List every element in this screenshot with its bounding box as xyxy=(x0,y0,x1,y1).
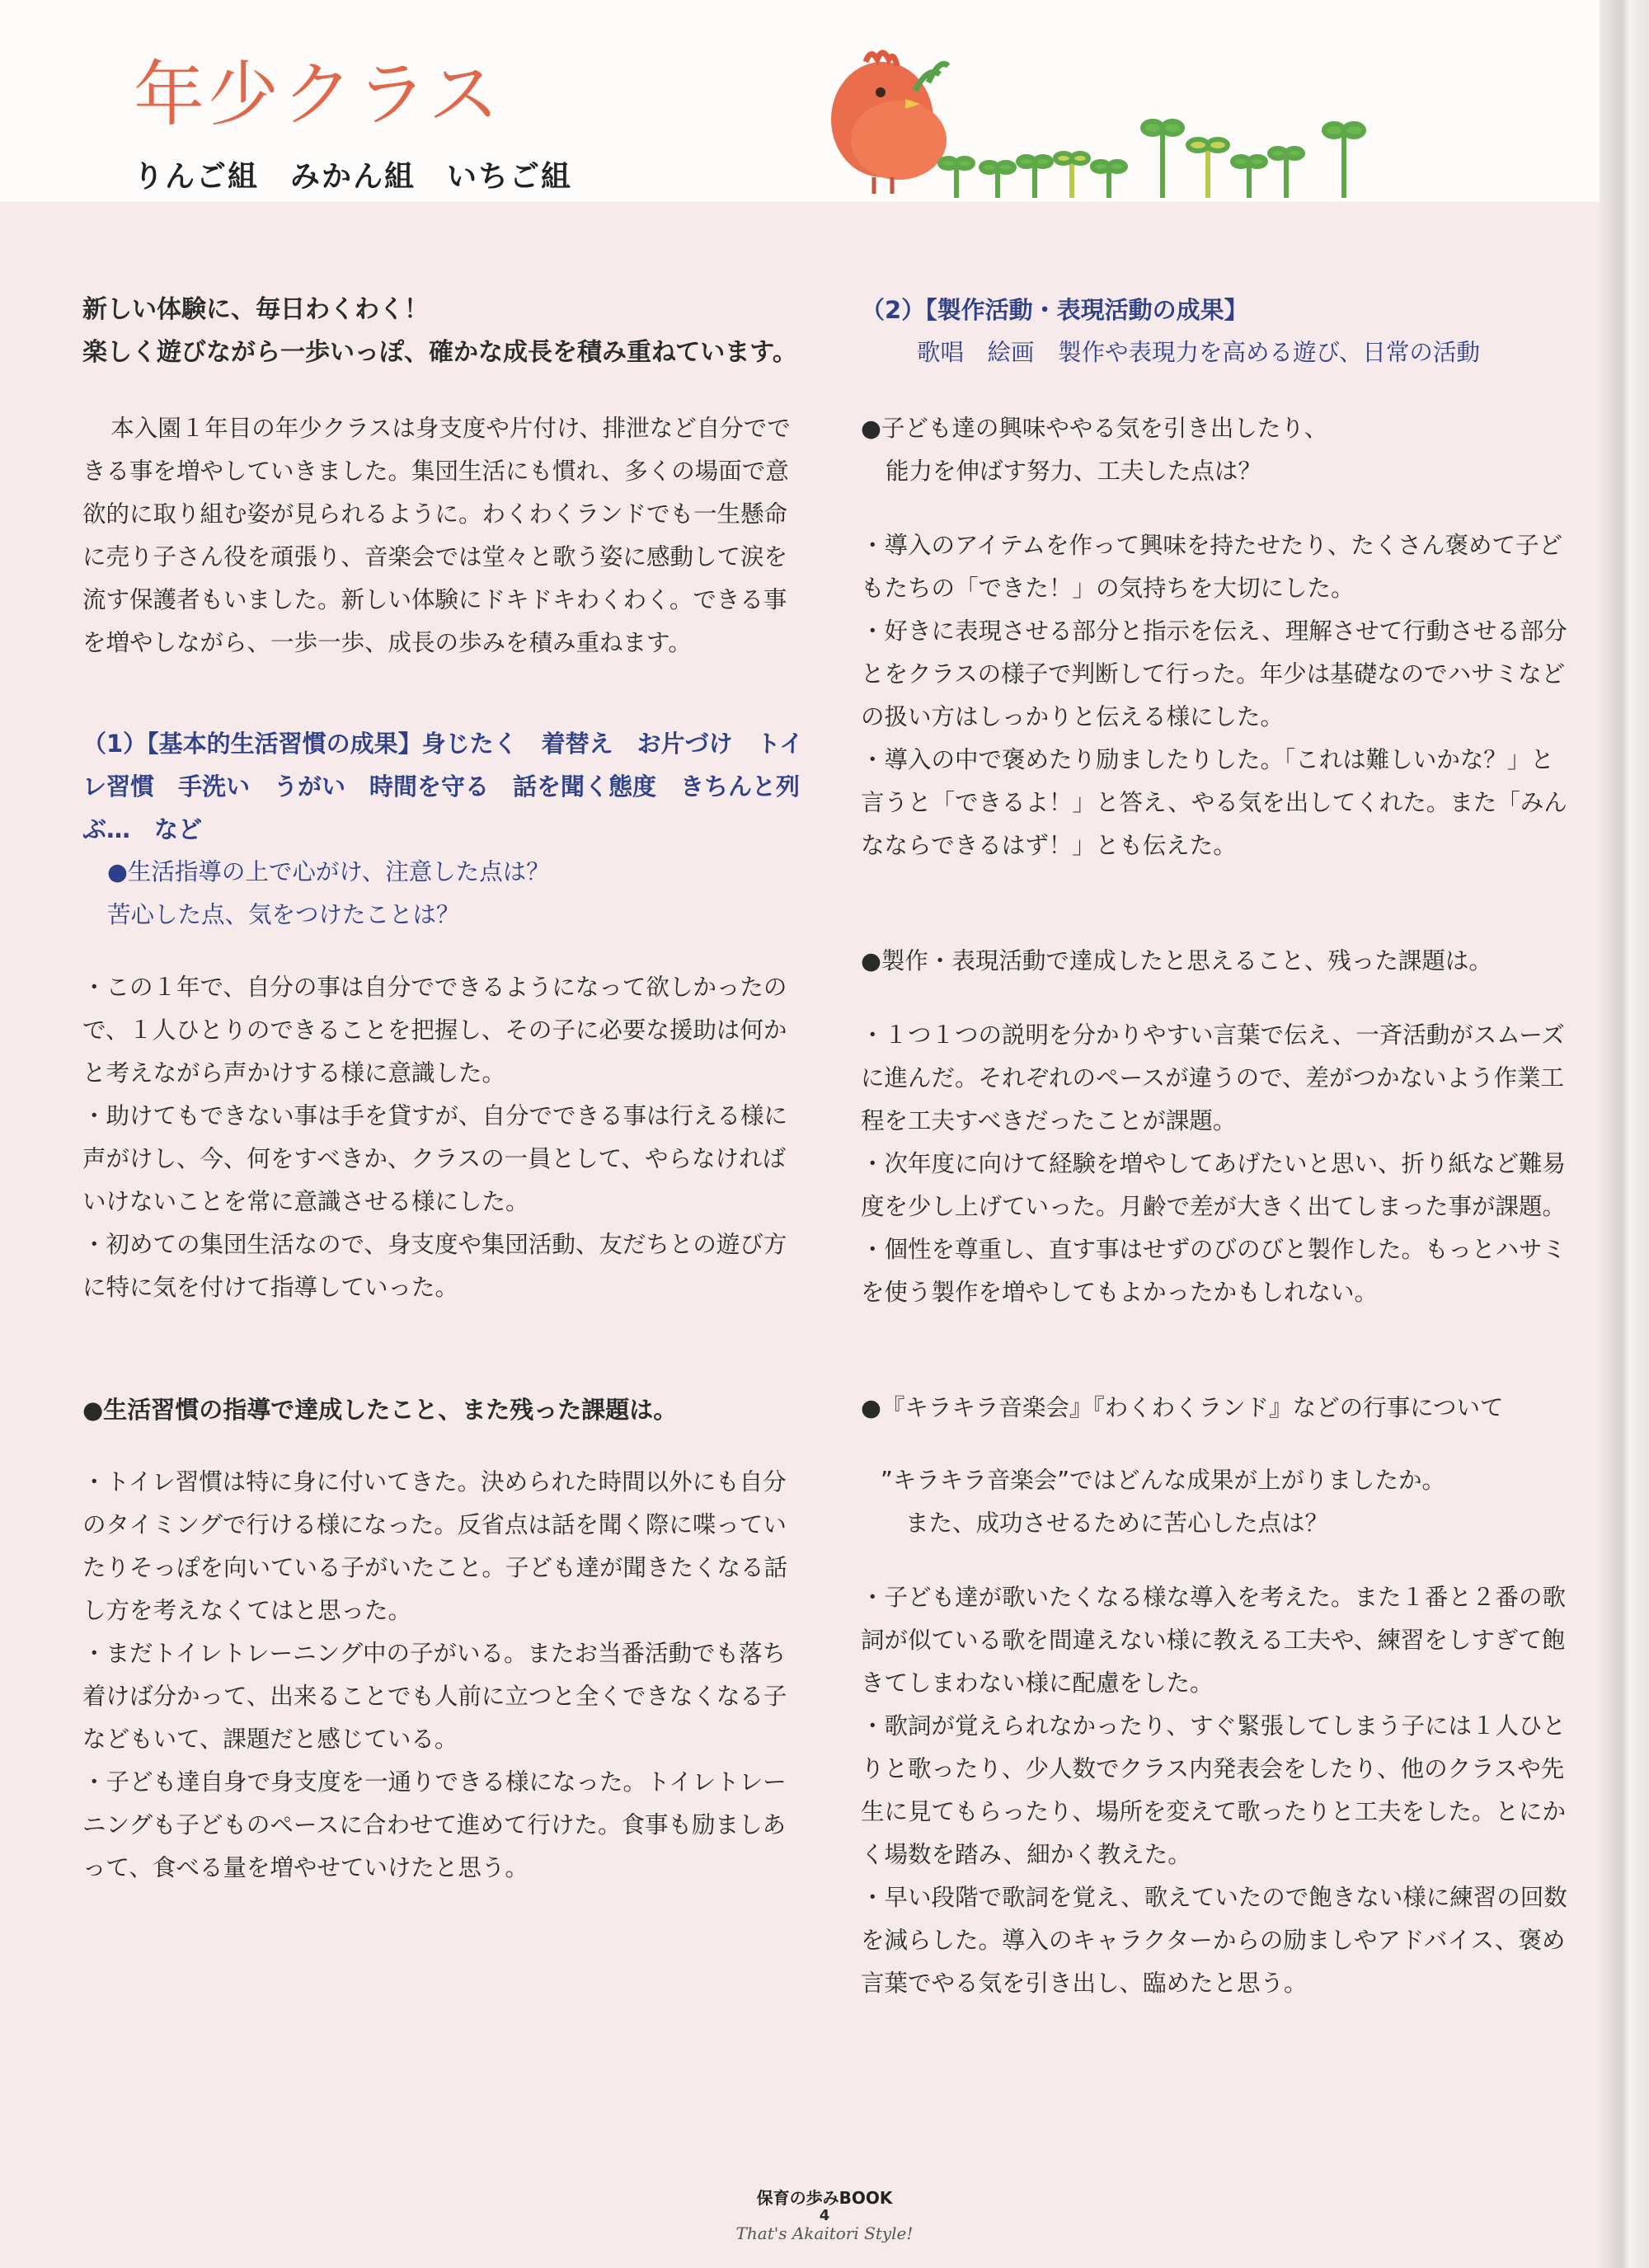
lead-line-2: 楽しく遊びながら一歩いっぽ、確かな成長を積み重ねています。 xyxy=(82,338,797,367)
page-footer xyxy=(726,2185,923,2243)
question-events: ●『キラキラ音楽会』『わくわくランド』などの行事について xyxy=(861,1394,1504,1421)
footer-tagline: That's Akaitori Style! xyxy=(735,2223,914,2243)
motivation-answer: ・導入の中で褒めたり励ましたりした。「これは難しいかな？」と言うと「できるよ！」と答え、やる気を出してくれた。また「みんなならできるはず！」とも伝えた。 xyxy=(861,746,1567,859)
production-answer: ・１つ１つの説明を分かりやすい言葉で伝え、一斉活動がスムーズに進んだ。それぞれのペースが違うので、差がつかないよう作業工程を工夫すべきだったことが課題。 xyxy=(861,1021,1565,1134)
question-events-sub-1: ”キラキラ音楽会”ではどんな成果が上がりましたか。 xyxy=(881,1467,1446,1494)
habits-answer: ・トイレ習慣は特に身に付いてきた。決められた時間以外にも自分のタイミングで行ける様になった。反省点は話を聞く際に喋っていたりそっぽを向いている子がいたこと。子ども達が聞きたくなる話し方を考えなくてはと思った。 xyxy=(82,1468,788,1624)
intro-paragraph: 本入園１年目の年少クラスは身支度や片付け、排泄など自分でできる事を増やしていきました。集団生活にも慣れ、多くの場面で意欲的に取り組む姿が見られるように。わくわくランドでも一生懸命に売り子さん役を頑張り、音楽会では堂々と歌う姿に感動して涙を流す保護者もいました。新しい体験にドキドキわくわく。できる事を増やしながら、一歩一歩、成長の歩みを積み重ねます。 xyxy=(82,415,791,656)
section-1-answer: ・助けてもできない事は手を貸すが、自分でできる事は行える様に声がけし、今、何をすべきか、クラスの一員として、やらなければいけないことを常に意識させる様にした。 xyxy=(82,1102,788,1215)
section-1-answer: ・この１年で、自分の事は自分でできるようになって欲しかったので、１人ひとりのできることを把握し、その子に必要な援助は何かと考えながら声かけする様に意識した。 xyxy=(82,974,787,1087)
motivation-answer: ・好きに表現させる部分と指示を伝え、理解させて行動させる部分とをクラスの様子で判断して行った。年少は基礎なのでハサミなどの扱い方はしっかりと伝える様にした。 xyxy=(861,617,1567,730)
motivation-answer: ・導入のアイテムを作って興味を持たせたり、たくさん褒めて子どもたちの「できた！」の気持ちを大切にした。 xyxy=(861,532,1563,602)
lead-line-1: 新しい体験に、毎日わくわく！ xyxy=(82,295,429,324)
question-production-result: ●製作・表現活動で達成したと思えること、残った課題は。 xyxy=(861,947,1492,974)
right-column xyxy=(861,289,1570,2005)
bird-icon xyxy=(831,53,948,194)
question-motivation: ●子ども達の興味ややる気を引き出したり、 xyxy=(861,415,1328,442)
class-names: りんご組 みかん組 いちご組 xyxy=(134,160,573,194)
left-column xyxy=(82,289,808,1890)
page-number: 4 xyxy=(819,2207,830,2224)
section-1-question-2: 苦心した点、気をつけたことは？ xyxy=(107,901,460,928)
events-answer: ・早い段階で歌詞を覚え、歌えていたので飽きない様に練習の回数を減らした。導入のキャラクターからの励ましやアドバイス、褒め言葉でやる気を引き出し、臨めたと思う。 xyxy=(861,1884,1567,1997)
question-motivation-line-2: 能力を伸ばす努力、工夫した点は？ xyxy=(886,458,1262,485)
events-answer: ・子ども達が歌いたくなる様な導入を考えた。また１番と２番の歌詞が似ている歌を間違えない様に教える工夫や、練習をしすぎて飽きてしまわない様に配慮をした。 xyxy=(861,1584,1567,1697)
page-title: 年少クラス xyxy=(134,54,503,136)
book-title: 保育の歩みBOOK xyxy=(756,2188,893,2208)
bird-sprouts-illustration xyxy=(816,41,1377,206)
question-habits-result: ●生活習慣の指導で達成したこと、また残った課題は。 xyxy=(82,1396,678,1424)
habits-answer: ・まだトイレトレーニング中の子がいる。またお当番活動でも落ち着けば分かって、出来ることでも人前に立つと全くできなくなる子などもいて、課題だと感じている。 xyxy=(82,1640,787,1753)
section-1-answer: ・初めての集団生活なので、身支度や集団活動、友だちとの遊び方に特に気を付けて指導していった。 xyxy=(82,1231,787,1301)
habits-answer: ・子ども達自身で身支度を一通りできる様になった。トイレトレーニングも子どものペースに合わせて進めて行けた。食事も励ましあって、食べる量を増やせていけたと思う。 xyxy=(82,1768,787,1881)
section-2-heading: （2）【製作活動・表現活動の成果】 xyxy=(861,296,1248,324)
section-1-question-1: ●生活指導の上で心がけ、注意した点は？ xyxy=(107,858,550,885)
section-1-heading: （1）【基本的生活習慣の成果】身じたく 着替え お片づけ トイレ習慣 手洗い うがい 時間を守る 話を聞く態度 きちんと列ぶ… など xyxy=(82,730,804,843)
sprout-icons xyxy=(940,121,1364,198)
production-answer: ・個性を尊重し、直す事はせずのびのびと製作した。もっとハサミを使う製作を増やしてもよかったかもしれない。 xyxy=(861,1236,1567,1306)
section-2-subheading: 歌唱 絵画 製作や表現力を高める遊び、日常の活動 xyxy=(917,339,1480,366)
question-events-sub-2: また、成功させるために苦心した点は？ xyxy=(905,1510,1329,1537)
production-answer: ・次年度に向けて経験を増やしてあげたいと思い、折り紙など難易度を少し上げていった。月齢で差が大きく出てしまった事が課題。 xyxy=(861,1150,1567,1220)
page-edge xyxy=(1600,0,1649,2268)
events-answer: ・歌詞が覚えられなかったり、すぐ緊張してしまう子には１人ひとりと歌ったり、少人数でクラス内発表会をしたり、他のクラスや先生に見てもらったり、場所を変えて歌ったりと工夫をした。とにかく場数を踏み、細かく教えた。 xyxy=(861,1712,1567,1868)
